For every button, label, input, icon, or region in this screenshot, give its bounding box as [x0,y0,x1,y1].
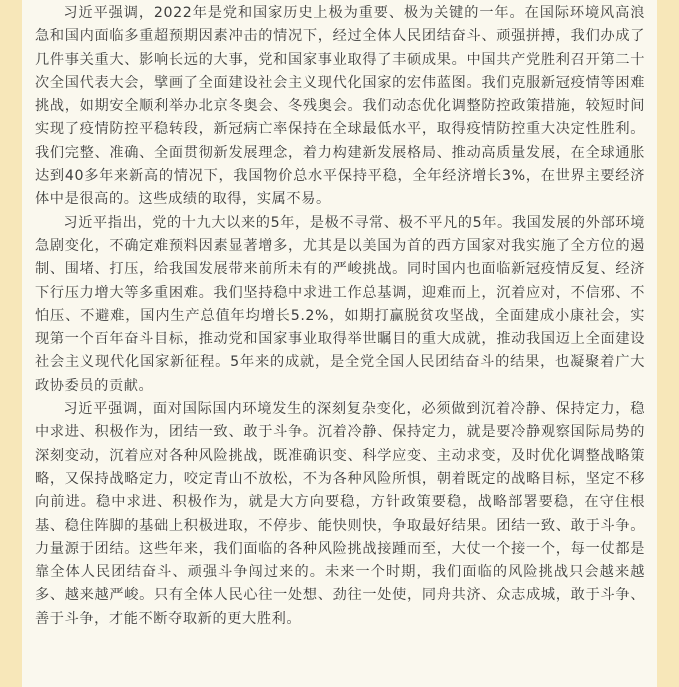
article-card [22,0,657,687]
article-paragraph-3: 习近平强调，面对国际国内环境发生的深刻复杂变化，必须做到沉着冷静、保持定力，稳中求进、积极作为，团结一致、敢于斗争。沉着冷静、保持定力，就是要冷静观察国际局势的深刻变动，沉着应对各种风险挑战，既准确识变、科学应变、主动求变，及时优化调整战略策略，又保持战略定力，咬定青山不放松，不为各种风险所惧，朝着既定的战略目标，坚定不移向前进。稳中求进、积极作为，就是大方向要稳，方针政策要稳，战略部署要稳，在守住根基、稳住阵脚的基础上积极进取，不停步、能快则快，争取最好结果。团结一致、敢于斗争。力量源于团结。这些年来，我们面临的各种风险挑战接踵而至，大仗一个接一个，每一仗都是靠全体人民团结奋斗、顽强斗争闯过来的。未来一个时期，我们面临的风险挑战只会越来越多、越来越严峻。只有全体人民心往一处想、劲往一处使，同舟共济、众志成城，敢于斗争、善于斗争，才能不断夺取新的更大胜利。 [35,401,645,627]
article-paragraph-2: 习近平指出，党的十九大以来的5年，是极不寻常、极不平凡的5年。我国发展的外部环境急剧变化，不确定难预料因素显著增多，尤其是以美国为首的西方国家对我实施了全方位的遏制、围堵、打压，给我国发展带来前所未有的严峻挑战。同时国内也面临新冠疫情反复、经济下行压力增大等多重困难。我们坚持稳中求进工作总基调，迎难而上，沉着应对，不信邪、不怕压、不避难，国内生产总值年均增长5.2%，如期打赢脱贫攻坚战，全面建成小康社会，实现第一个百年奋斗目标，推动党和国家事业取得举世瞩目的重大成就，推动我国迈上全面建设社会主义现代化国家新征程。5年来的成就，是全党全国人民团结奋斗的结果，也凝聚着广大政协委员的贡献。 [35,214,645,394]
article-paragraph-1: 习近平强调，2022年是党和国家历史上极为重要、极为关键的一年。在国际环境风高浪急和国内面临多重超预期因素冲击的情况下，经过全体人民团结奋斗、顽强拼搏，我们办成了几件事关重大、影响长远的大事，党和国家事业取得了丰硕成果。中国共产党胜利召开第二十次全国代表大会，擘画了全面建设社会主义现代化国家的宏伟蓝图。我们克服新冠疫情等困难挑战，如期安全顺利举办北京冬奥会、冬残奥会。我们动态优化调整防控政策措施，较短时间实现了疫情防控平稳转段，新冠病亡率保持在全球最低水平，取得疫情防控重大决定性胜利。我们完整、准确、全面贯彻新发展理念，着力构建新发展格局、推动高质量发展，在全球通胀达到40多年来新高的情况下，我国物价总水平保持平稳，全年经济增长3%，在世界主要经济体中是很高的。这些成绩的取得，实属不易。 [35,5,645,208]
